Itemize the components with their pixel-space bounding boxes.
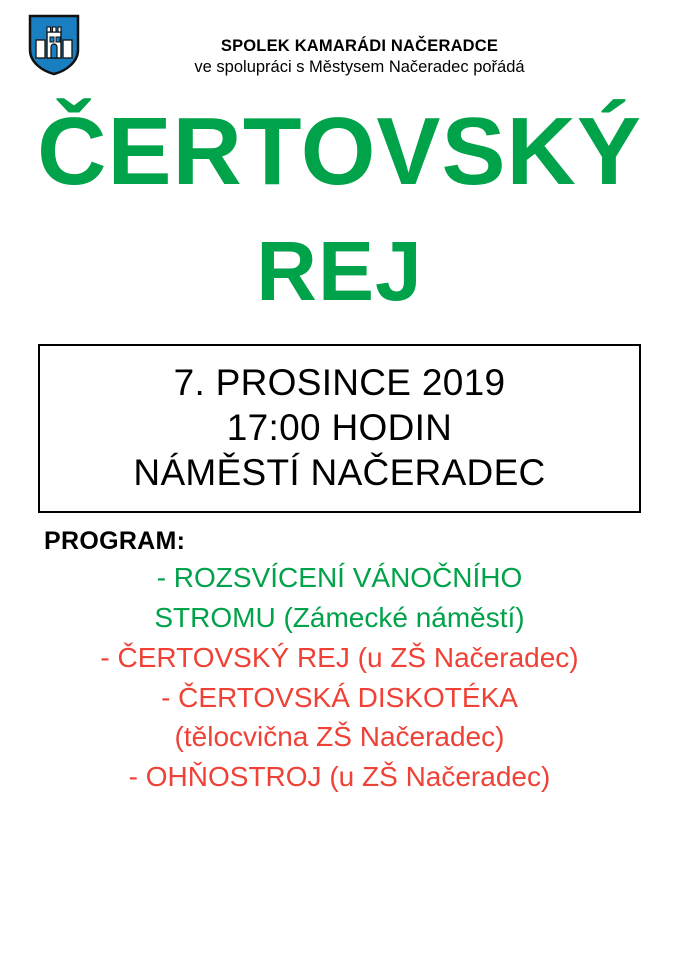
- event-date: 7. PROSINCE 2019: [173, 362, 506, 404]
- event-time: 17:00 HODIN: [226, 407, 453, 449]
- title-line-1: ČERTOVSKÝ: [37, 98, 642, 205]
- list-item: - OHŇOSTROJ (u ZŠ Načeradec): [128, 761, 551, 793]
- poster-title: [0, 98, 679, 318]
- event-place: NÁMĚSTÍ NAČERADEC: [133, 452, 546, 494]
- program-label: PROGRAM:: [44, 527, 186, 556]
- list-item: - ČERTOVSKÝ REJ (u ZŠ Načeradec): [100, 641, 579, 673]
- poster-header: [0, 0, 679, 100]
- list-item: STROMU (Zámecké náměstí): [154, 602, 525, 634]
- organizer-block: [0, 36, 679, 78]
- organizer-cooperation: ve spolupráci s Městysem Načeradec pořádá: [194, 57, 525, 76]
- program-list: [0, 558, 679, 797]
- list-item: (tělocvična ZŠ Načeradec): [174, 721, 505, 753]
- list-item: - ROZSVÍCENÍ VÁNOČNÍHO: [156, 562, 523, 594]
- event-details-box: [38, 344, 641, 513]
- organizer-name: SPOLEK KAMARÁDI NAČERADCE: [220, 37, 499, 55]
- title-line-2: REJ: [256, 224, 423, 318]
- list-item: - ČERTOVSKÁ DISKOTÉKA: [161, 681, 518, 713]
